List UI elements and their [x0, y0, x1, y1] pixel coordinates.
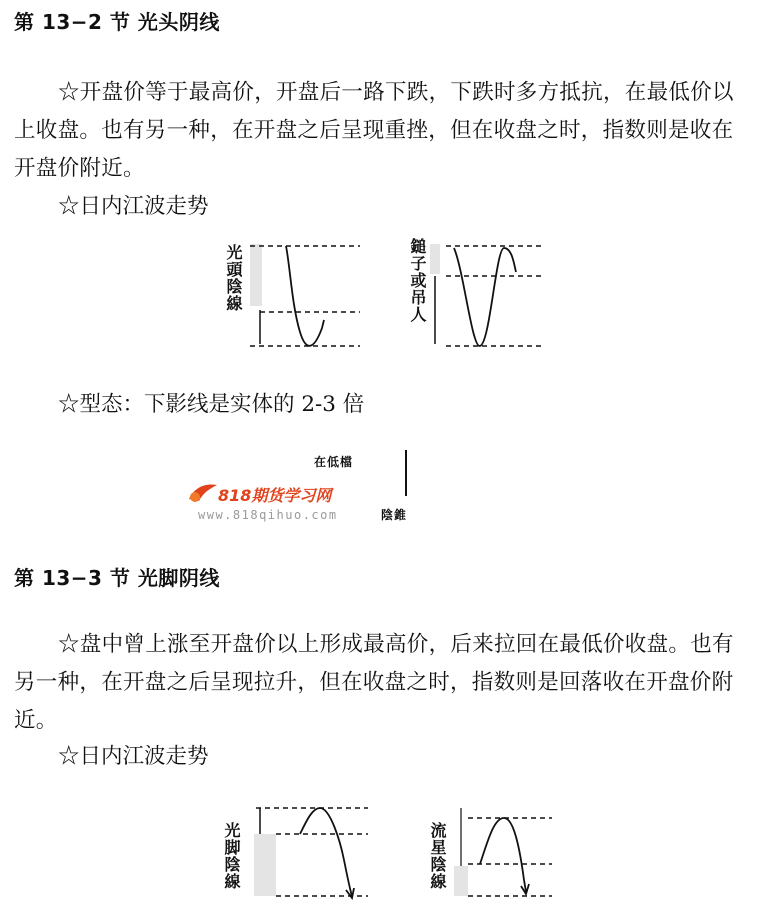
figure-13-2-drawing: [220, 236, 550, 356]
candle-body-left: [254, 834, 276, 896]
price-path-left: [286, 246, 324, 346]
watermark-logo-icon: [187, 481, 219, 505]
section-13-3-intraday-title: ☆日内江波走势: [58, 744, 209, 769]
shadow-line: [405, 450, 407, 496]
figure-right-label: 流星陰線: [428, 822, 447, 890]
candle-body-right: [430, 244, 440, 274]
section-13-2-paragraph: ☆开盘价等于最高价，开盘后一路下跌，下跌时多方抵抗，在最低价以上收盘。也有另一种，在开盘之后呈现重挫，但在收盘之时，指数则是收在开盘价附近。: [14, 80, 734, 181]
shape-top-label: 在低檔: [314, 455, 354, 469]
candle-body-right: [454, 866, 468, 896]
section-13-2-heading: 第 13−2 节 光头阴线: [14, 10, 220, 34]
figure-13-3-drawing: [218, 800, 558, 915]
section-13-2-intraday-title: ☆日内江波走势: [58, 194, 209, 219]
shape-bottom-label: 陰錐: [381, 508, 408, 522]
figure-right-label: 鎚子或吊人: [408, 238, 427, 323]
figure-intraday-13-3: [218, 800, 558, 915]
price-path-right: [480, 818, 526, 892]
section-13-3-heading: 第 13−3 节 光脚阴线: [14, 566, 220, 590]
section-13-2-shape-title: ☆型态：下影线是实体的 2-3 倍: [58, 392, 365, 417]
price-path-right: [454, 248, 516, 346]
figure-left-label: 光脚陰線: [222, 822, 241, 890]
figure-intraday-13-2: [220, 236, 550, 356]
watermark-url: www.818qihuo.com: [198, 508, 338, 522]
watermark-title: 818期货学习网: [218, 486, 332, 505]
price-path-left: [300, 808, 352, 896]
candle-body-left: [250, 244, 262, 306]
section-13-3-paragraph: ☆盘中曾上涨至开盘价以上形成最高价，后来拉回在最低价收盘。也有另一种，在开盘之后呈现拉升，但在收盘之时，指数则是回落收在开盘价附近。: [14, 632, 734, 733]
figure-left-label: 光頭陰線: [224, 244, 243, 312]
